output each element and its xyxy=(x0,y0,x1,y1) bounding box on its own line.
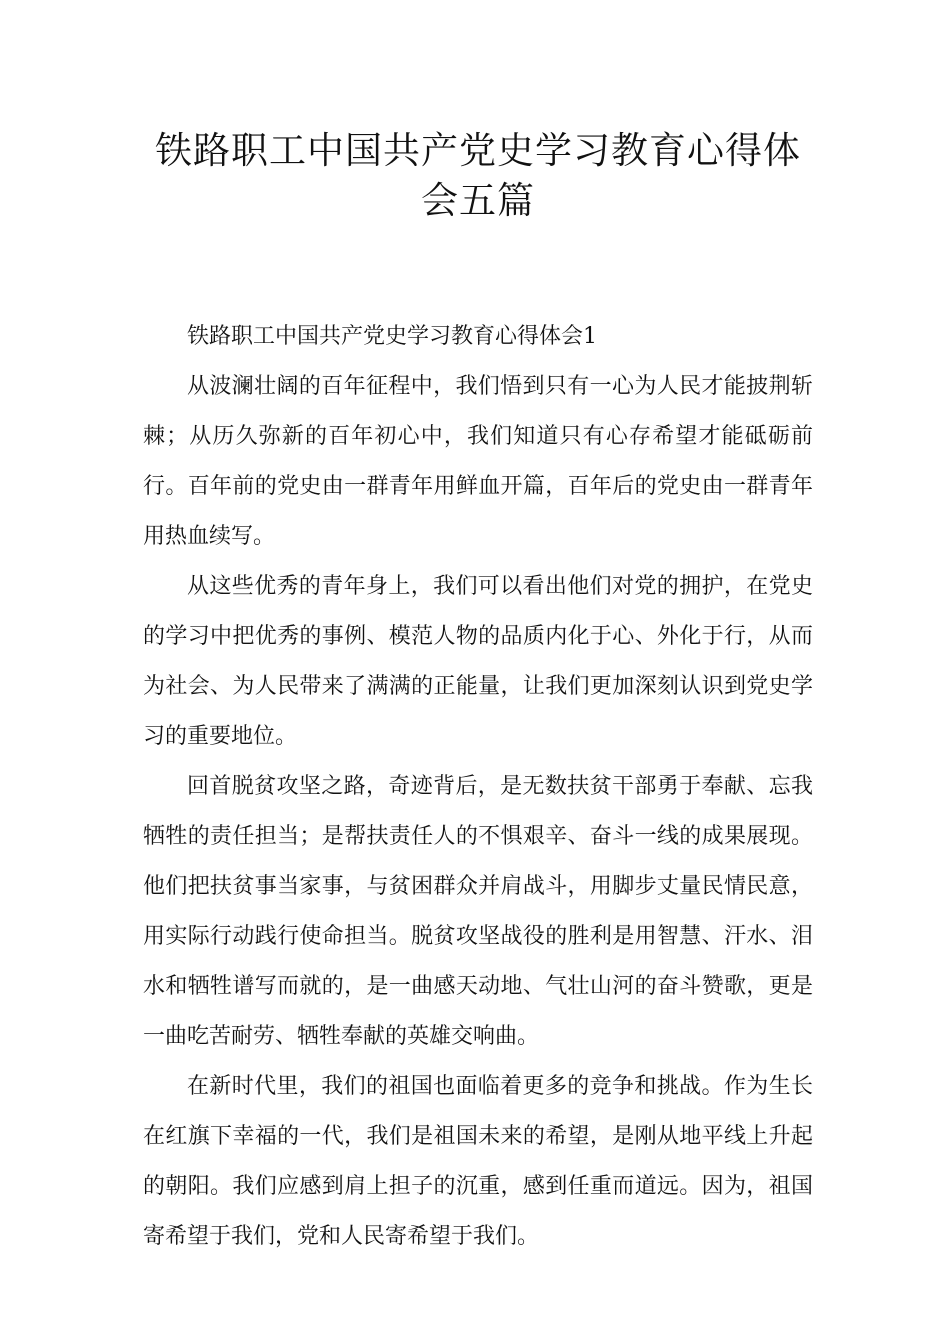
paragraph-3: 回首脱贫攻坚之路，奇迹背后，是无数扶贫干部勇于奉献、忘我牺牲的责任担当；是帮扶责任人的不惧艰辛、奋斗一线的成果展现。他们把扶贫事当家事，与贫困群众并肩战斗，用脚步丈量民情民意，用实际行动践行使命担当。脱贫攻坚战役的胜利是用智慧、汗水、泪水和牺牲谱写而就的，是一曲感天动地、气壮山河的奋斗赞歌，更是一曲吃苦耐劳、牺牲奉献的英雄交响曲。 xyxy=(143,774,813,1049)
paragraph-4: 在新时代里，我们的祖国也面临着更多的竞争和挑战。作为生长在红旗下幸福的一代，我们是祖国未来的希望，是刚从地平线上升起的朝阳。我们应感到肩上担子的沉重，感到任重而道远。因为，祖国寄希望于我们，党和人民寄希望于我们。 xyxy=(143,1074,813,1249)
document-title-line-1: 铁路职工中国共产党史学习教育心得体 xyxy=(155,129,801,172)
document-title xyxy=(143,126,813,226)
paragraph-2: 从这些优秀的青年身上，我们可以看出他们对党的拥护，在党史的学习中把优秀的事例、模范人物的品质内化于心、外化于行，从而为社会、为人民带来了满满的正能量，让我们更加深刻认识到党史学习的重要地位。 xyxy=(143,574,813,749)
section-heading: 铁路职工中国共产党史学习教育心得体会1 xyxy=(187,324,597,349)
document-title-line-2: 会五篇 xyxy=(421,179,535,222)
document-body xyxy=(143,312,813,1262)
paragraph-1: 从波澜壮阔的百年征程中，我们悟到只有一心为人民才能披荆斩棘；从历久弥新的百年初心中，我们知道只有心存希望才能砥砺前行。百年前的党史由一群青年用鲜血开篇，百年后的党史由一群青年用热血续写。 xyxy=(143,374,813,549)
